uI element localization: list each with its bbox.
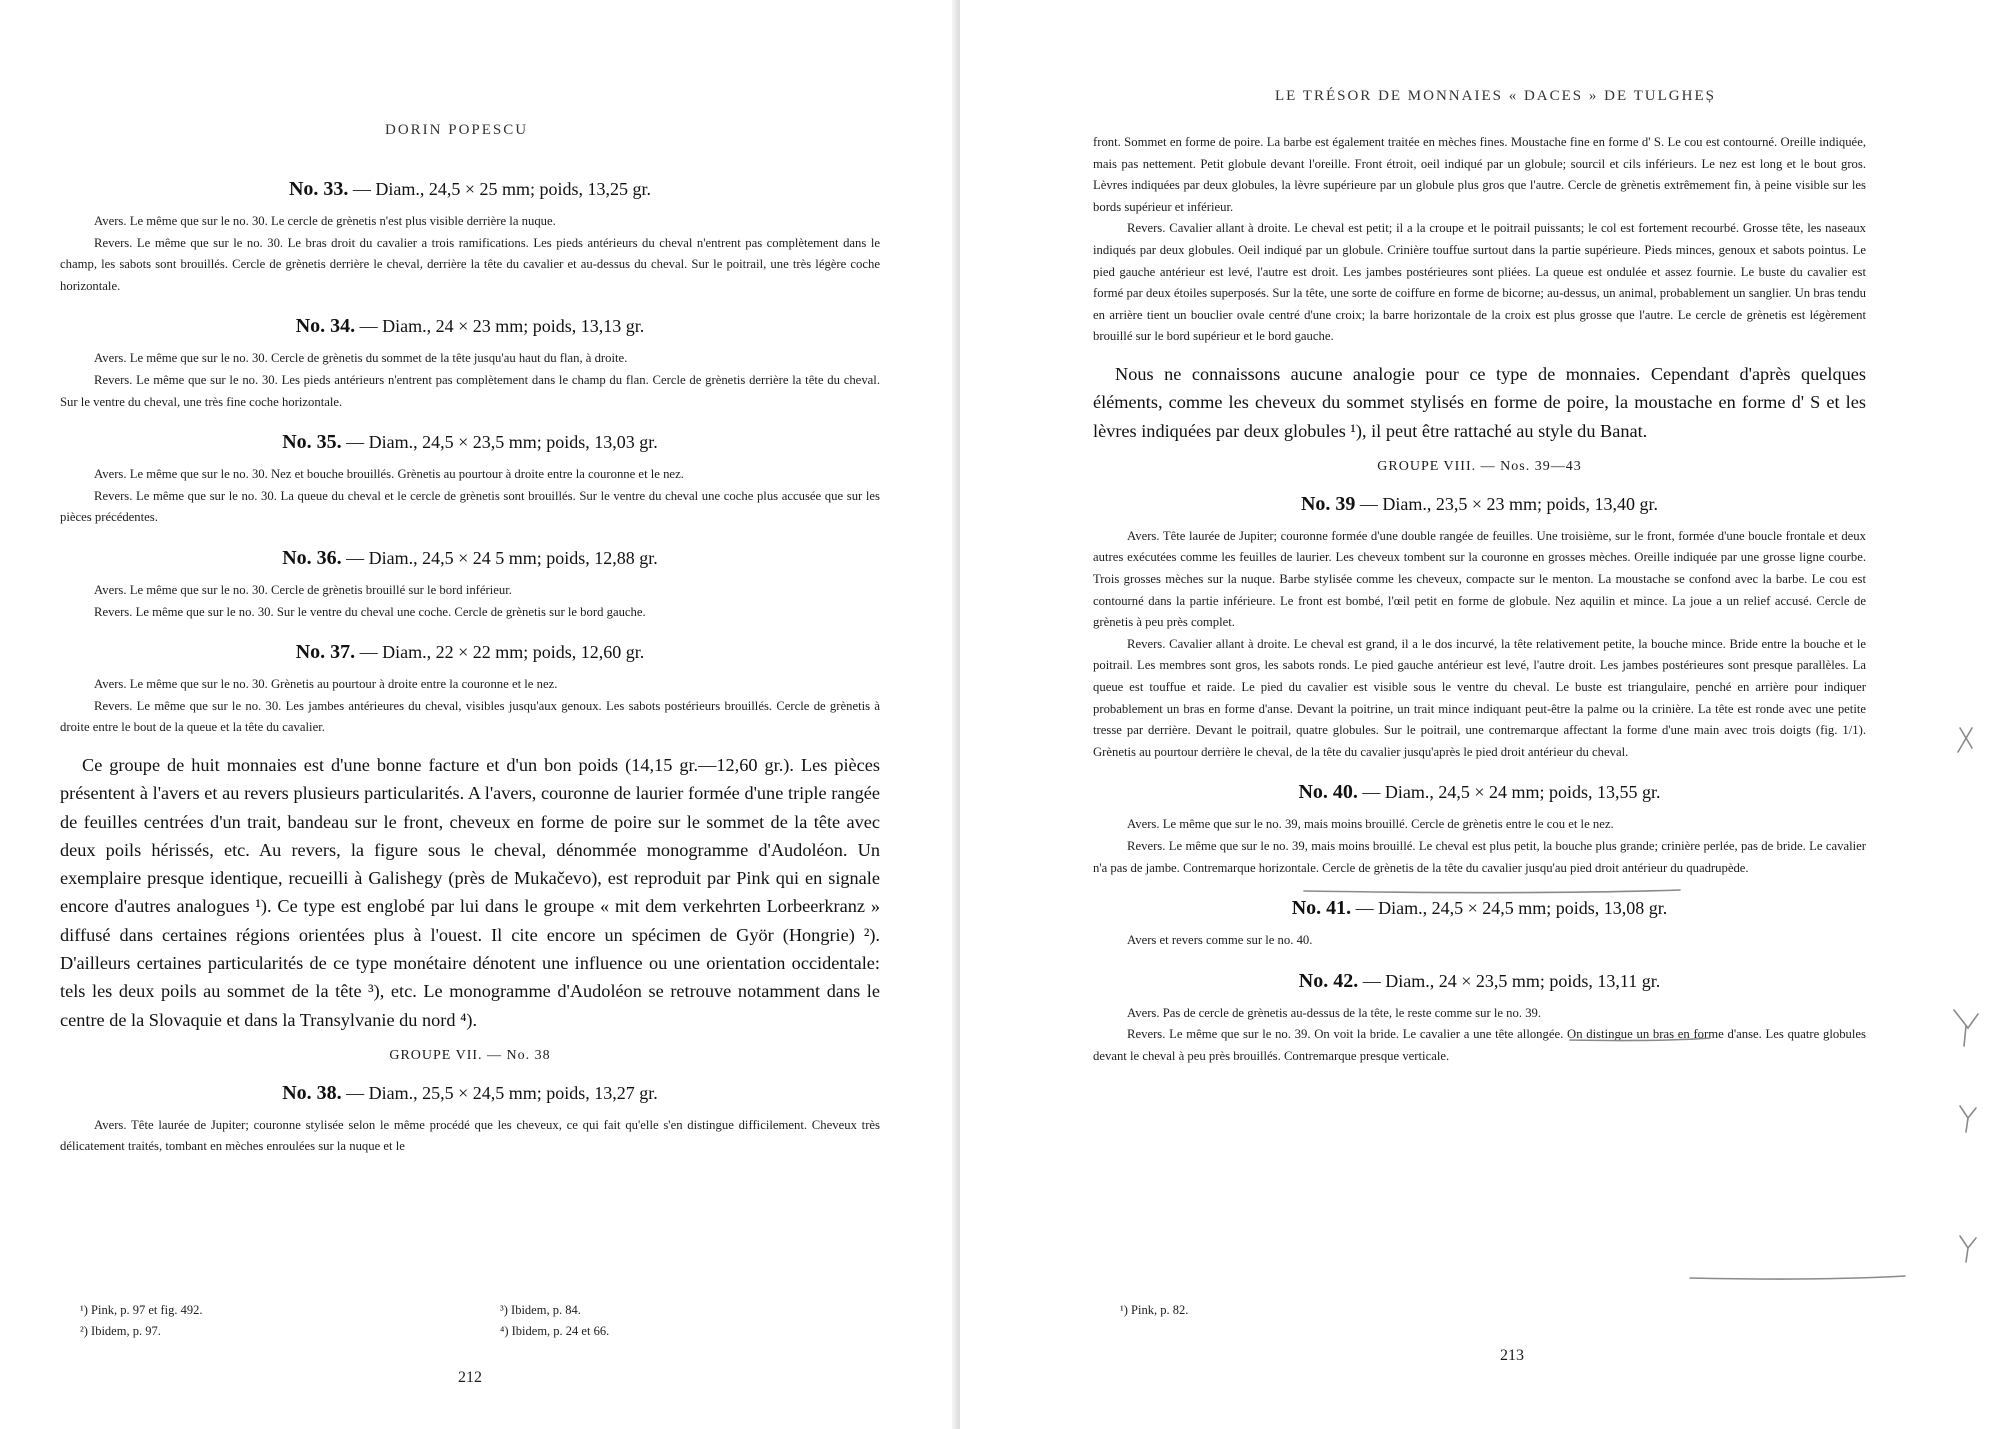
- entry-heading-34: No. 34. — Diam., 24 × 23 mm; poids, 13,13 gr.: [295, 315, 645, 338]
- running-head-left: DORIN POPESCU: [385, 122, 529, 138]
- entry-heading-42: No. 42. — Diam., 24 × 23,5 mm; poids, 13,11 gr.: [1298, 969, 1661, 992]
- footnote: ⁴) Ibidem, p. 24 et 66.: [500, 1324, 610, 1338]
- left-column: [60, 160, 880, 1158]
- entry-heading-33: No. 33. — Diam., 24,5 × 25 mm; poids, 13,25 gr.: [288, 178, 652, 200]
- footnotes-left-col-a: [80, 1300, 340, 1342]
- footnote: ³) Ibidem, p. 84.: [500, 1303, 581, 1317]
- entry-body-41: Avers et revers comme sur le no. 40.: [1127, 933, 1313, 948]
- pencil-underline: [1570, 1038, 1710, 1041]
- page-number-left: 212: [458, 1369, 482, 1386]
- footnote: ²) Ibidem, p. 97.: [80, 1324, 161, 1338]
- entry-heading-37: No. 37. — Diam., 22 × 22 mm; poids, 12,60 gr.: [295, 641, 645, 664]
- footnotes-left-col-b: [500, 1300, 760, 1342]
- entry-body-35: Avers. Le même que sur le no. 30. Nez et bouche brouillés. Grènetis au pourtour à droite entre la couronne et le nez. Revers. Le même que sur le no. 30. La queue du cheval et le cercle de grènetis sont brouillés. Sur le ventre du cheval une coche plus accusée que sur les pièces précédentes.: [60, 467, 880, 525]
- page-number-right: 213: [1500, 1347, 1524, 1364]
- running-head-right: LE TRÉSOR DE MONNAIES « DACES » DE TULGHEȘ: [1275, 88, 1716, 104]
- left-page: [0, 0, 960, 1429]
- pencil-cross-mark: [1958, 728, 1972, 752]
- pencil-annotations: [960, 0, 2000, 1429]
- entry-heading-39: No. 39 — Diam., 23,5 × 23 mm; poids, 13,40 gr.: [1300, 492, 1659, 515]
- entry-body-33: Avers. Le même que sur le no. 30. Le cercle de grènetis n'est plus visible derrière la nuque. Revers. Le même que sur le no. 30. Le bras droit du cavalier a trois ramifications. Les pieds antérieurs du cheval n'entrent pas complètement dans le champ, les sabots sont brouillés. Cercle de grènetis derrière le cheval, derrière la tête du cavalier et au-dessus du cheval. Sur le poitrail, une très légère coche horizontale.: [60, 214, 880, 293]
- pencil-underline: [1690, 1276, 1905, 1279]
- entry-heading-36: No. 36. — Diam., 24,5 × 24 5 mm; poids, 12,88 gr.: [282, 546, 658, 569]
- entry-body-38: Avers. Tête laurée de Jupiter; couronne stylisée selon le même procédé que les cheveux, ce qui fait qu'elle s'en distingue difficilement. Cheveux très délicatement traités, tombant en mèches enroulées sur la nuque et le: [60, 1117, 880, 1154]
- entry-body-34: Avers. Le même que sur le no. 30. Cercle de grènetis du sommet de la tête jusqu'au haut du flan, à droite. Revers. Le même que sur le no. 30. Les pieds antérieurs n'entrent pas complètement dans le champ du flan. Cercle de grènetis derrière la tête du cheval. Sur le ventre du cheval, une très fine coche horizontale.: [60, 351, 880, 409]
- entry-body-40: Avers. Le même que sur le no. 39, mais moins brouillé. Cercle de grènetis entre le cou et le nez. Revers. Le même que sur le no. 39, mais moins brouillé. Le cheval est plus petit, la bouche plus grande; crinière perlée, pas de bride. Le cavalier n'a pas de jambe. Contremarque horizontale. Cercle de grènetis de la tête du cavalier jusqu'au pied droit antérieur du quadrupède.: [1093, 817, 1866, 875]
- pencil-underline: [1304, 890, 1680, 893]
- footnote: ¹) Pink, p. 82.: [1120, 1303, 1189, 1317]
- entry-heading-40: No. 40. — Diam., 24,5 × 24 mm; poids, 13,55 gr.: [1298, 781, 1661, 804]
- entry-heading-41: No. 41. — Diam., 24,5 × 24,5 mm; poids, 13,08 gr.: [1291, 897, 1668, 920]
- pencil-check-mark: [1954, 1010, 1978, 1046]
- pencil-check-mark: [1960, 1236, 1976, 1262]
- group-heading-vii: GROUPE VII. — No. 38: [389, 1047, 551, 1063]
- footnote: ¹) Pink, p. 97 et fig. 492.: [80, 1303, 203, 1317]
- discussion-group-vi: Ce groupe de huit monnaies est d'une bonne facture et d'un bon poids (14,15 gr.—12,60 gr.). Les pièces présentent à l'avers et au revers plusieurs particularités. A l'avers, couronne de laurier formée d'une triple rangée de feuilles centrées d'un trait, bandeau sur le front, cheveux en forme de poire sur le sommet de la tête avec deux poils hérissés, etc. Au revers, la figure sous le cheval, dénommée monogramme d'Audoléon. Un exemplaire presque identique, recueilli à Galishegy (près de Mukačevo), est reproduit par Pink qui en signale encore d'autres analogues ¹). Ce type est englobé par lui dans le groupe « mit dem verkehrten Lorbeerkranz » diffusé dans certaines régions orientées plus à l'ouest. Il cite encore un spécimen de Györ (Hongrie) ²). D'ailleurs certaines particularités de ce type monétaire dénotent une influence ou une orientation occidentale: tels les deux poils au sommet de la tête ³), etc. Le monogramme d'Audoléon se retrouve notamment dans le centre de la Slovaquie et dans la Transylvanie du nord ⁴).: [60, 754, 880, 1030]
- pencil-check-mark: [1960, 1106, 1976, 1132]
- entry-body-38-continued: front. Sommet en forme de poire. La barbe est également traitée en mèches fines. Moustache fine en forme d' S. Le cou est contourné. Oreille indiquée, mais pas nettement. Petit globule devant l'oreille. Front étroit, oeil indiqué par un globule; sourcil et cils inférieurs. Le nez est long et le bout gros. Lèvres indiquées par deux globules, la lèvre supérieure par un globule plus gros que l'autre. Cercle de grènetis extrêmement fin, à peine visible sur les bords supérieur et inférieur. Revers. Cavalier allant à droite. Le cheval est petit; il a la croupe et le poitrail puissants; le col est fortement recourbé. Grosse tête, les naseaux indiqués par deux globules. Oeil indiqué par un globule. Crinière touffue surtout dans la partie supérieure. Pieds minces, genoux et sabots pointus. Le pied gauche antérieur est levé, l'autre est droit. Les jambes postérieures sont pliées. La queue est ondulée et assez fournie. Le buste du cavalier est formé par deux étoiles superposés. Sur la tête, une sorte de coiffure en forme de bicorne; au-dessus, un animal, probablement un sanglier. Un bras tendu en arrière tient un bouclier ovale centré d'une croix; la barre horizontale de la croix est plus grosse que l'autre. Le cercle de grènetis est légèrement brouillé sur le bord supérieur et le bord gauche.: [1093, 135, 1866, 344]
- entry-heading-38: No. 38. — Diam., 25,5 × 24,5 mm; poids, 13,27 gr.: [282, 1081, 658, 1104]
- group-heading-viii: GROUPE VIII. — Nos. 39—43: [1377, 458, 1582, 474]
- entry-body-37: Avers. Le même que sur le no. 30. Grènetis au pourtour à droite entre la couronne et le nez. Revers. Le même que sur le no. 30. Les jambes antérieures du cheval, visibles jusqu'aux genoux. Les sabots postérieurs brouillés. Cercle de grènetis à droite entre le bout de la queue et la tête du cavalier.: [60, 677, 880, 735]
- entry-body-39: Avers. Tête laurée de Jupiter; couronne formée d'une double rangée de feuilles. Une troisième, sur le front, formée d'une boucle frontale et deux autres exécutées comme les feuilles de laurier. Les cheveux tombent sur la couronne en grosses mèches. Oreille indiquée par une grosse ligne courbe. Trois grosses mèches sur la nuque. Barbe stylisée comme les cheveux, compacte sur le menton. La moustache se confond avec la barbe. Le cou est contourné dans la partie inférieure. Le front est bombé, l'œil petit en forme de globule. Nez aquilin et mince. La joue a un relief accusé. Cercle de grènetis à peu près complet. Revers. Cavalier allant à droite. Le cheval est grand, il a le dos incurvé, la tête relativement petite, la bouche mince. Bride entre la bouche et le poitrail. Les membres sont gros, les sabots ronds. Le pied gauche antérieur est levé, l'autre droit. Les jambes postérieures sont presque parallèles. La queue est touffue et raide. Le pied du cavalier est visible sous le ventre du cheval. Le buste est triangulaire, penché en arrière pour indiquer probablement un bras en forme d'anse. Devant la poitrine, un trait mince indiquant peut-être la palme ou la crinière. La tête est ronde avec une petite tresse par derrière. Devant le poitrail, quatre globules. Sur le poitrail, une contremarque affectant la forme d'une main avec trois doigts (fig. 1/1). Grènetis au pourtour derrière le cheval, de la tête du cavalier jusqu'après le pied droit antérieur du cheval.: [1093, 528, 1866, 759]
- entry-body-36: Avers. Le même que sur le no. 30. Cercle de grènetis brouillé sur le bord inférieur. Revers. Le même que sur le no. 30. Sur le ventre du cheval une coche. Cercle de grènetis sur le bord gauche.: [94, 582, 646, 619]
- discussion-group-vii: Nous ne connaissons aucune analogie pour ce type de monnaies. Cependant d'après quelques éléments, comme les cheveux du sommet stylisés en forme de poire, la moustache en forme d' S et les lèvres indiquées par deux globules ¹), il peut être rattaché au style du Banat.: [1093, 363, 1866, 441]
- entry-body-42: Avers. Pas de cercle de grènetis au-dessus de la tête, le reste comme sur le no. 39. Revers. Le même que sur le no. 39. On voit la bride. Le cavalier a une tête allongée. On distingue un bras en forme d'anse. Les quatre globules devant le cheval à peu près brouillés. Contremarque presque verticale.: [1093, 1005, 1866, 1063]
- entry-heading-35: No. 35. — Diam., 24,5 × 23,5 mm; poids, 13,03 gr.: [282, 431, 658, 454]
- right-page: [960, 0, 2000, 1429]
